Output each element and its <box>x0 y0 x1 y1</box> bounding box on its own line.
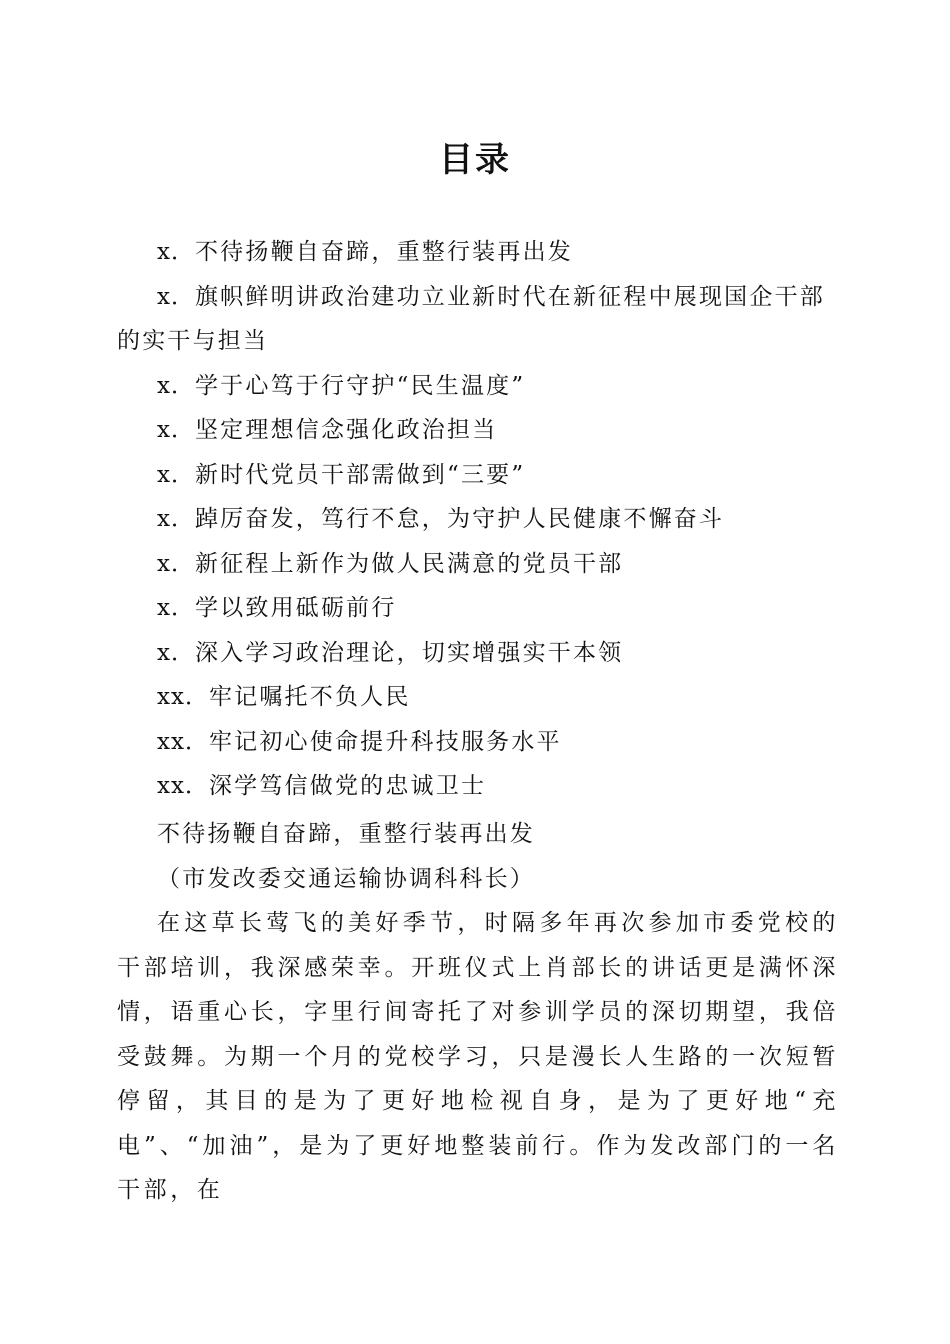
table-of-contents <box>117 230 839 809</box>
toc-item <box>117 542 839 587</box>
article-paragraph: 在这草长莺飞的美好季节，时隔多年再次参加市委党校的干部培训，我深感荣幸。开班仪式上肖部长的讲话更是满怀深情，语重心长，字里行间寄托了对参训学员的深切期望，我倍受鼓舞。为期一个月的党校学习，只是漫长人生路的一次短暂停留，其目的是为了更好地检视自身，是为了更好地“充电”、“加油”，是为了更好地整装前行。作为发改部门的一名干部，在 <box>117 910 839 1203</box>
toc-item-text: 牢记嘱托不负人民 <box>208 684 411 710</box>
toc-item <box>117 275 839 364</box>
toc-item-text: 深学笃信做党的忠诚卫士 <box>208 773 487 799</box>
toc-item <box>117 764 839 809</box>
toc-item-text: 新时代党员干部需做到“三要” <box>194 461 526 488</box>
toc-item-text: 牢记初心使命提升科技服务水平 <box>208 728 562 755</box>
toc-item <box>117 675 839 720</box>
article-heading: 不待扬鞭自奋蹄，重整行装再出发 <box>157 821 535 847</box>
toc-item <box>117 497 839 542</box>
toc-item-text: 深入学习政治理论，切实增强实干本领 <box>194 639 624 666</box>
toc-item-number: xx． <box>157 773 209 799</box>
toc-item-text: 学以致用砥砺前行 <box>194 595 397 621</box>
toc-item <box>117 720 839 765</box>
article-body <box>117 812 839 1213</box>
toc-item-number: x． <box>157 239 195 265</box>
toc-item-number: x． <box>157 283 195 310</box>
toc-item-number: x． <box>157 372 195 399</box>
toc-item-number: x． <box>157 639 195 666</box>
toc-item-number: x． <box>157 506 195 532</box>
toc-item <box>117 631 839 676</box>
toc-item-number: xx． <box>157 728 209 755</box>
toc-item-text: 坚定理想信念强化政治担当 <box>194 417 498 443</box>
toc-item-number: x． <box>157 417 195 443</box>
toc-item <box>117 364 839 409</box>
toc-item-text: 学于心笃于行守护“民生温度” <box>194 372 526 399</box>
toc-item-number: x． <box>157 595 195 621</box>
toc-item-text: 踔厉奋发，笃行不怠，为守护人民健康不懈奋斗 <box>194 506 725 532</box>
toc-item-number: xx． <box>157 684 209 710</box>
toc-item-number: x． <box>157 461 195 488</box>
toc-item <box>117 586 839 631</box>
article-author: （市发改委交通运输协调科科长） <box>157 865 535 892</box>
toc-item <box>117 408 839 453</box>
page-title: 目录 <box>439 140 511 180</box>
toc-item-number: x． <box>157 550 195 577</box>
toc-item-text: 新征程上新作为做人民满意的党员干部 <box>194 550 624 577</box>
toc-item-text: 旗帜鲜明讲政治建功立业新时代在新征程中展现国企干部的实干与担当 <box>117 283 825 354</box>
toc-item <box>117 230 839 275</box>
toc-item-text: 不待扬鞭自奋蹄，重整行装再出发 <box>194 239 573 265</box>
toc-item <box>117 453 839 498</box>
